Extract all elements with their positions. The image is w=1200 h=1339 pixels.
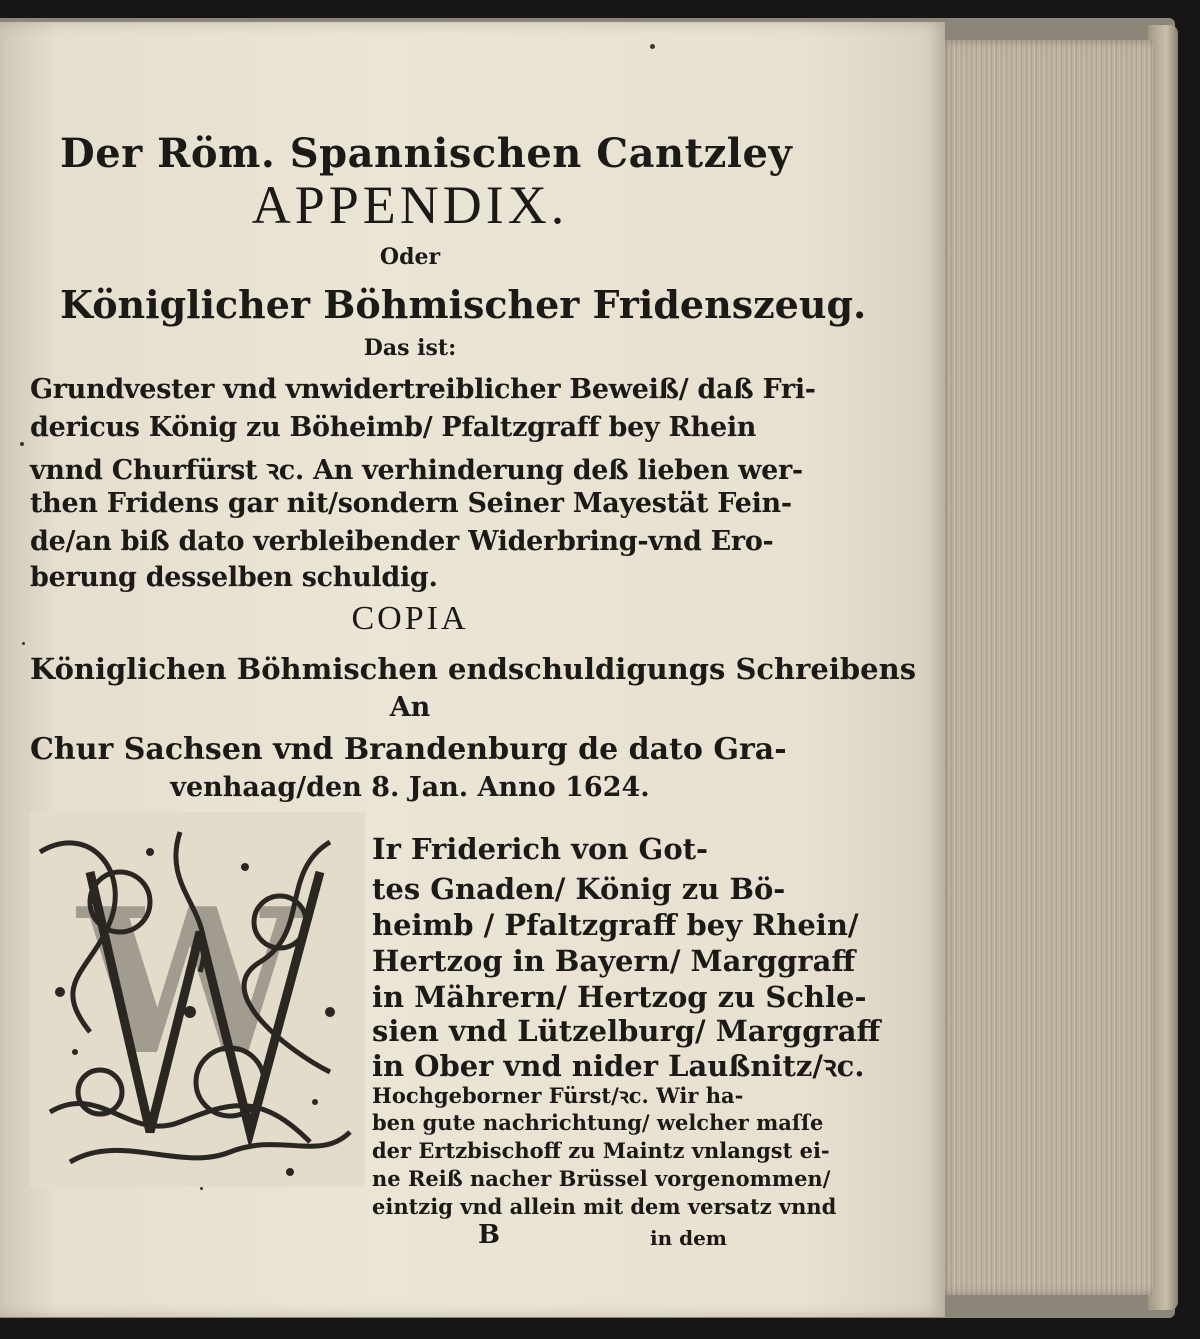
body-small-line: Hochgeborner Fürst/ꝛc. Wir ha-: [372, 1083, 744, 1108]
printed-page: [0, 22, 945, 1317]
header-subtitle: Königlicher Böhmischer Fridenszeug.: [60, 282, 867, 327]
initial-letter: W: [77, 865, 303, 1100]
body-line: sien vnd Lützelburg/ Marggraff: [372, 1014, 881, 1048]
ornament-svg: [30, 812, 365, 1187]
paragraph-line: berung desselben schuldig.: [30, 562, 438, 593]
header-oder: Oder: [379, 244, 441, 270]
signature-mark: B: [478, 1220, 500, 1250]
body-small-line: eintzig vnd allein mit dem versatz vnnd: [372, 1194, 837, 1219]
body-line: Ir Friderich von Got-: [372, 832, 709, 866]
body-small-line: der Ertzbischoff zu Maintz vnlangst ei-: [372, 1138, 830, 1163]
paragraph-line: Grundvester vnd vnwidertreiblicher Beweiß/ daß Fri-: [30, 374, 816, 405]
addressee-line: Chur Sachsen vnd Brandenburg de dato Gra-: [30, 732, 787, 767]
decorated-initial-image: [30, 812, 365, 1187]
paragraph-line: then Fridens gar nit/sondern Seiner Mayestät Fein-: [30, 488, 792, 519]
header-title-line: Der Röm. Spannischen Cantzley: [60, 130, 793, 177]
body-line: in Ober vnd nider Laußnitz/ꝛc.: [372, 1049, 865, 1083]
body-small-line: ne Reiß nacher Brüssel vorgenommen/: [372, 1166, 831, 1191]
date-line: venhaag/den 8. Jan. Anno 1624.: [170, 772, 650, 803]
body-line: in Mährern/ Hertzog zu Schle-: [372, 980, 867, 1014]
addressee-an: An: [389, 692, 431, 723]
body-line: tes Gnaden/ König zu Bö-: [372, 872, 786, 906]
body-line: Hertzog in Bayern/ Marggraff: [372, 944, 856, 978]
body-small-line: ben gute nachrichtung/ welcher maſſe: [372, 1110, 824, 1135]
paragraph-line: dericus König zu Böheimb/ Pfaltzgraff bey Rhein: [30, 412, 757, 443]
copia-heading: COPIA: [351, 600, 469, 637]
body-line: heimb / Pfaltzgraff bey Rhein/: [372, 908, 859, 942]
page-fore-edge: [938, 40, 1153, 1295]
copia-subtitle: Königlichen Böhmischen endschuldigungs Schreibens: [30, 652, 917, 686]
header-das-ist: Das ist:: [363, 335, 457, 361]
paragraph-line: vnnd Churfürst ꝛc. An verhinderung deß lieben wer-: [30, 455, 803, 486]
header-appendix: APPENDIX.: [251, 175, 569, 235]
catchword: in dem: [650, 1226, 727, 1250]
paragraph-line: de/an biß dato verbleibender Widerbring-vnd Ero-: [30, 526, 774, 557]
